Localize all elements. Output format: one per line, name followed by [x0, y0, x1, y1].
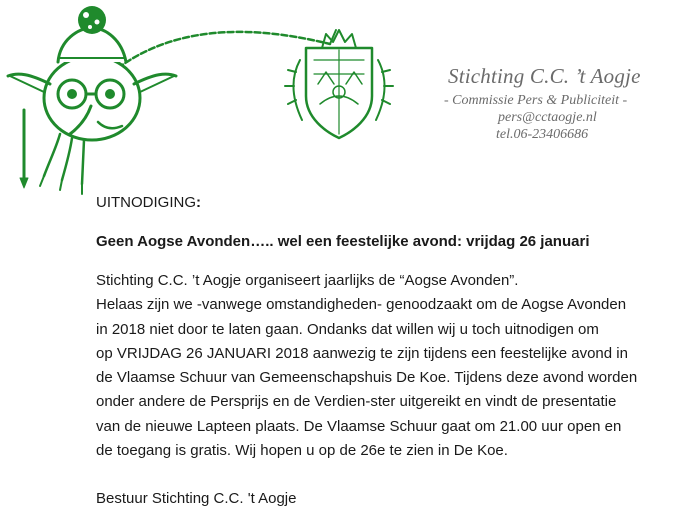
body-line: Stichting C.C. ’t Aogje organiseert jaarlijks de “Aogse Avonden”. — [96, 272, 519, 289]
masthead — [0, 0, 700, 200]
body-line: onder andere de Persprijs en de Verdien-ster uitgereikt en vindt de presentatie — [96, 393, 617, 411]
body-line: op VRIJDAG 26 JANUARI 2018 aanwezig te zijn tijdens een feestelijke avond in — [96, 344, 628, 362]
department-name: - Commissie Pers & Publiciteit - — [444, 93, 628, 108]
carnival-emblem-icon — [0, 0, 440, 200]
letterhead — [438, 64, 688, 143]
signature: Bestuur Stichting C.C. 't Aogje — [96, 490, 297, 507]
organization-name: Stichting C.C. ’t Aogje — [448, 64, 641, 88]
contact-phone: tel.06-23406686 — [496, 127, 589, 142]
body-line: de Vlaamse Schuur van Gemeenschapshuis De Koe. Tijdens deze avond worden — [96, 369, 638, 387]
letter-heading — [96, 194, 201, 211]
body-line: in 2018 niet door te laten gaan. Ondanks dat willen wij u toch uitnodigen om — [96, 320, 599, 338]
body-line: van de nieuwe Lapteen plaats. De Vlaamse Schuur gaat om 21.00 uur open en — [96, 417, 622, 435]
heading-text: UITNODIGING — [96, 194, 196, 211]
letter-paragraph — [96, 269, 637, 463]
body-line: de toegang is gratis. Wij hopen u op de 26e te zien in De Koe. — [96, 442, 508, 460]
heading-suffix: : — [196, 194, 201, 211]
contact-email: pers@cctaogje.nl — [498, 110, 597, 125]
letter-subject: Geen Aogse Avonden….. wel een feestelijke avond: vrijdag 26 januari — [96, 233, 590, 250]
body-line: Helaas zijn we -vanwege omstandigheden- genoodzaakt om de Aogse Avonden — [96, 296, 627, 314]
